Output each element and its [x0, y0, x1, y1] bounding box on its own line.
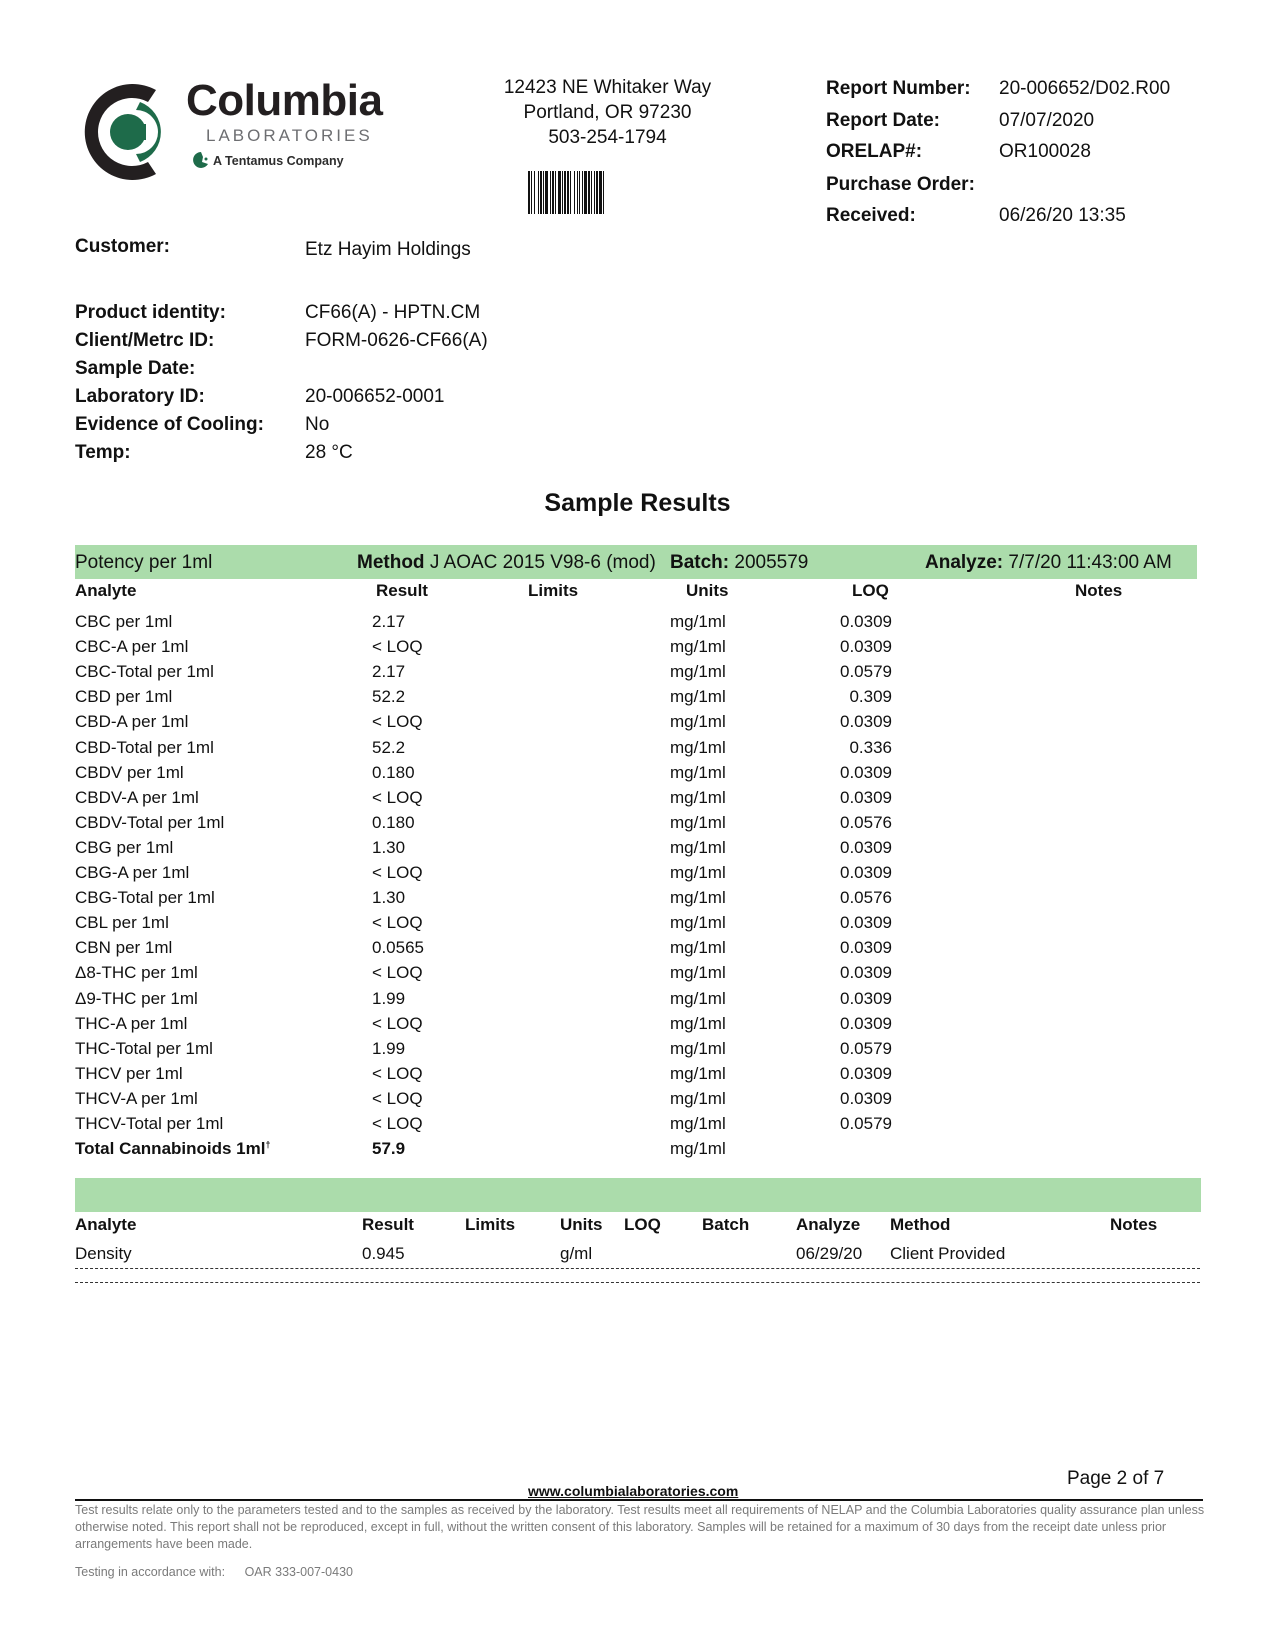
- loq-cell: 0.336: [849, 737, 892, 757]
- table-row: [0, 813, 1275, 838]
- sample-date-label: Sample Date:: [75, 358, 196, 379]
- page-number: Page 2 of 7: [1067, 1468, 1165, 1489]
- loq-cell: 0.0309: [840, 637, 892, 657]
- analyze-value: 7/7/20 11:43:00 AM: [1008, 552, 1172, 573]
- result-cell: 2.17: [372, 662, 406, 682]
- table-row: [0, 1089, 1275, 1114]
- analyte-cell: Δ9-THC per 1ml: [75, 988, 198, 1008]
- units-cell: mg/1ml: [670, 888, 726, 908]
- tentamus-leaf-icon: [192, 151, 210, 169]
- col-limits: Limits: [528, 581, 579, 600]
- units-cell: mg/1ml: [670, 612, 726, 631]
- analyte-cell: CBG-A per 1ml: [75, 863, 190, 882]
- loq-cell: 0.0309: [840, 963, 892, 983]
- analyte-cell: CBC-Total per 1ml: [75, 662, 214, 682]
- col-loq: LOQ: [624, 1215, 661, 1234]
- dashed-divider: [75, 1268, 1200, 1269]
- result-cell: 52.2: [372, 687, 406, 707]
- result-cell: 2.17: [372, 612, 406, 631]
- loq-cell: 0.0309: [840, 837, 892, 857]
- units-cell: mg/1ml: [670, 837, 726, 857]
- company-logo: [78, 76, 408, 188]
- evidence-of-cooling-value: No: [305, 414, 330, 435]
- product-identity-label: Product identity:: [75, 302, 226, 323]
- loq-cell: 0.0309: [840, 762, 892, 782]
- units-cell: mg/1ml: [670, 812, 726, 832]
- loq-cell: 0.0576: [840, 888, 892, 908]
- analyte-cell: CBN per 1ml: [75, 938, 173, 958]
- customer-label: Customer:: [75, 236, 171, 257]
- analyte-cell: CBC per 1ml: [75, 612, 173, 631]
- accordance-value: OAR 333-007-0430: [244, 1565, 353, 1579]
- report-date-value: 07/07/2020: [999, 110, 1095, 131]
- loq-cell: 0.0309: [840, 938, 892, 958]
- col-result: Result: [362, 1215, 414, 1234]
- loq-cell: 0.309: [849, 687, 892, 707]
- analyte-cell: CBC-A per 1ml: [75, 637, 189, 657]
- analyze-label: Analyze:: [925, 552, 1004, 573]
- accordance-label: Testing in accordance with:: [75, 1565, 226, 1579]
- result-cell: 1.30: [372, 888, 406, 908]
- loq-cell: 0.0309: [840, 988, 892, 1008]
- dashed-divider: [75, 1282, 1200, 1283]
- result-cell: < LOQ: [372, 1088, 423, 1108]
- table-row: [0, 612, 1275, 637]
- analyte-cell: THC-A per 1ml: [75, 1013, 188, 1033]
- table-row: [0, 1014, 1275, 1039]
- laboratory-id-value: 20-006652-0001: [305, 386, 445, 407]
- analyte-cell: CBDV per 1ml: [75, 762, 184, 782]
- evidence-of-cooling-label: Evidence of Cooling:: [75, 414, 264, 435]
- units-cell: mg/1ml: [670, 1114, 726, 1133]
- table-row: [0, 863, 1275, 888]
- table-row: [0, 938, 1275, 963]
- table-row: [0, 913, 1275, 938]
- total-analyte-cell: [75, 1139, 271, 1159]
- temp-value: 28 °C: [305, 442, 353, 463]
- result-cell: < LOQ: [372, 863, 423, 882]
- table-row: [0, 637, 1275, 662]
- product-identity-value: CF66(A) - HPTN.CM: [305, 302, 481, 323]
- purchase-order-label: Purchase Order:: [826, 174, 975, 195]
- potency-column-headers: [0, 581, 1275, 606]
- result-cell: 1.99: [372, 988, 406, 1008]
- table-row: [0, 888, 1275, 913]
- units-cell: mg/1ml: [670, 963, 726, 983]
- report-number-label: Report Number:: [826, 78, 971, 99]
- disclaimer-text: Test results relate only to the parameters tested and to the samples as received by the laboratory. Test results meet all requirements of NELAP and the Columbia Laboratories quality assurance plan unless otherwise noted. This report shall not be reproduced, except in full, without the written consent of this laboratory. Samples will be retained for a maximum of 30 days from the receipt date unless prior arrangements have been made.: [75, 1503, 1205, 1551]
- units-cell: mg/1ml: [670, 762, 726, 782]
- result-cell: < LOQ: [372, 1063, 423, 1083]
- table-row: [0, 1244, 1275, 1269]
- result-cell: 0.180: [372, 812, 415, 832]
- units-cell: mg/1ml: [670, 938, 726, 958]
- laboratory-id-label: Laboratory ID:: [75, 386, 205, 407]
- analyte-cell: CBDV-A per 1ml: [75, 787, 199, 807]
- units-cell: mg/1ml: [670, 662, 726, 682]
- footer-divider: [75, 1499, 1203, 1501]
- loq-cell: 0.0309: [840, 1063, 892, 1083]
- total-result-cell: 57.9: [372, 1139, 406, 1159]
- lab-address-line1: 12423 NE Whitaker Way: [503, 77, 712, 98]
- footnote-marker: †: [265, 1139, 271, 1150]
- result-cell: < LOQ: [372, 963, 423, 983]
- col-result: Result: [376, 581, 428, 600]
- table-row: [0, 788, 1275, 813]
- result-cell: < LOQ: [372, 712, 423, 732]
- units-cell: mg/1ml: [670, 863, 726, 882]
- analyte-cell: CBG-Total per 1ml: [75, 888, 215, 908]
- loq-cell: 0.0309: [840, 712, 892, 732]
- col-units: Units: [686, 581, 729, 600]
- table-row: [0, 838, 1275, 863]
- col-analyze: Analyze: [796, 1215, 861, 1234]
- loq-cell: 0.0309: [840, 863, 892, 882]
- result-cell: < LOQ: [372, 787, 423, 807]
- client-metrc-id-label: Client/Metrc ID:: [75, 330, 215, 351]
- units-cell: mg/1ml: [670, 637, 726, 657]
- analyte-cell: THCV-A per 1ml: [75, 1088, 198, 1108]
- units-cell: mg/1ml: [670, 1088, 726, 1108]
- analyte-cell: CBDV-Total per 1ml: [75, 812, 225, 832]
- analyte-cell: CBL per 1ml: [75, 913, 169, 933]
- table-row: [0, 763, 1275, 788]
- potency-section-header: [75, 545, 1197, 579]
- lab-address-line2: Portland, OR 97230: [523, 102, 692, 123]
- density-column-headers: [0, 1215, 1275, 1240]
- loq-cell: 0.0309: [840, 1013, 892, 1033]
- orelap-value: OR100028: [999, 141, 1091, 162]
- col-notes: Notes: [1075, 581, 1123, 600]
- total-row: [0, 1139, 1275, 1164]
- units-cell: mg/1ml: [670, 1038, 726, 1058]
- report-number-value: 20-006652/D02.R00: [999, 78, 1171, 99]
- result-cell: 0.0565: [372, 938, 424, 958]
- orelap-label: ORELAP#:: [826, 141, 923, 162]
- analyte-cell: CBD per 1ml: [75, 687, 173, 707]
- accordance-note: [75, 1565, 369, 1579]
- units-cell: mg/1ml: [670, 687, 726, 707]
- total-units-cell: mg/1ml: [670, 1139, 726, 1159]
- result-cell: 52.2: [372, 737, 406, 757]
- table-row: [0, 1114, 1275, 1139]
- result-cell: 1.99: [372, 1038, 406, 1058]
- units-cell: mg/1ml: [670, 787, 726, 807]
- logo-subtitle: LABORATORIES: [206, 126, 373, 145]
- loq-cell: 0.0309: [840, 913, 892, 933]
- loq-cell: 0.0579: [840, 1114, 892, 1133]
- logo-tagline: A Tentamus Company: [213, 154, 344, 168]
- loq-cell: 0.0579: [840, 1038, 892, 1058]
- col-limits: Limits: [465, 1215, 516, 1234]
- client-metrc-id-value: FORM-0626-CF66(A): [305, 330, 488, 351]
- result-cell: 0.945: [362, 1244, 405, 1263]
- table-row: [0, 1064, 1275, 1089]
- loq-cell: 0.0576: [840, 812, 892, 832]
- analyte-cell: CBD-Total per 1ml: [75, 737, 214, 757]
- potency-section-title: Potency per 1ml: [75, 552, 213, 573]
- website-link[interactable]: www.columbialaboratories.com: [528, 1483, 739, 1499]
- units-cell: mg/1ml: [670, 1063, 726, 1083]
- units-cell: mg/1ml: [670, 737, 726, 757]
- table-row: [0, 712, 1275, 737]
- analyte-cell: CBD-A per 1ml: [75, 712, 189, 732]
- units-cell: mg/1ml: [670, 712, 726, 732]
- lab-phone: 503-254-1794: [548, 127, 667, 148]
- result-cell: 1.30: [372, 837, 406, 857]
- loq-cell: 0.0309: [840, 787, 892, 807]
- analyte-cell: Density: [75, 1244, 132, 1263]
- analyze-cell: 06/29/20: [796, 1244, 863, 1263]
- units-cell: mg/1ml: [670, 1013, 726, 1033]
- batch-value: 2005579: [734, 552, 809, 573]
- loq-cell: 0.0579: [840, 662, 892, 682]
- col-analyte: Analyte: [75, 581, 137, 600]
- result-cell: < LOQ: [372, 1114, 423, 1133]
- columbia-c-logo-icon: [78, 76, 186, 188]
- table-row: [0, 963, 1275, 988]
- result-cell: < LOQ: [372, 913, 423, 933]
- col-method: Method: [890, 1215, 951, 1234]
- table-row: [0, 687, 1275, 712]
- col-batch: Batch: [702, 1215, 750, 1234]
- method-label: Method: [357, 552, 425, 573]
- result-cell: 0.180: [372, 762, 415, 782]
- temp-label: Temp:: [75, 442, 131, 463]
- page-title: Sample Results: [544, 489, 731, 517]
- units-cell: g/ml: [560, 1244, 593, 1263]
- loq-cell: 0.0309: [840, 612, 892, 631]
- method-value: J AOAC 2015 V98-6 (mod): [429, 552, 656, 573]
- total-analyte-label: Total Cannabinoids 1ml: [75, 1139, 266, 1159]
- result-cell: < LOQ: [372, 1013, 423, 1033]
- col-loq: LOQ: [852, 581, 889, 600]
- col-units: Units: [560, 1215, 603, 1234]
- customer-value: Etz Hayim Holdings: [305, 239, 471, 260]
- col-notes: Notes: [1110, 1215, 1158, 1234]
- logo-wordmark: Columbia: [186, 76, 383, 125]
- loq-cell: 0.0309: [840, 1088, 892, 1108]
- units-cell: mg/1ml: [670, 988, 726, 1008]
- analyte-cell: THC-Total per 1ml: [75, 1038, 213, 1058]
- analyte-cell: THCV per 1ml: [75, 1063, 183, 1083]
- received-label: Received:: [826, 205, 916, 226]
- barcode-bar: [604, 171, 606, 214]
- result-cell: < LOQ: [372, 637, 423, 657]
- method-cell: Client Provided: [890, 1244, 1006, 1263]
- density-section-header: [75, 1178, 1201, 1212]
- analyte-cell: Δ8-THC per 1ml: [75, 963, 198, 983]
- col-analyte: Analyte: [75, 1215, 137, 1234]
- table-row: [0, 989, 1275, 1014]
- batch-label: Batch:: [670, 552, 730, 573]
- table-row: [0, 738, 1275, 763]
- barcode: [528, 171, 668, 214]
- units-cell: mg/1ml: [670, 913, 726, 933]
- table-row: [0, 662, 1275, 687]
- analyte-cell: THCV-Total per 1ml: [75, 1114, 224, 1133]
- analyte-cell: CBG per 1ml: [75, 837, 174, 857]
- table-row: [0, 1039, 1275, 1064]
- received-value: 06/26/20 13:35: [999, 205, 1126, 226]
- report-date-label: Report Date:: [826, 110, 941, 131]
